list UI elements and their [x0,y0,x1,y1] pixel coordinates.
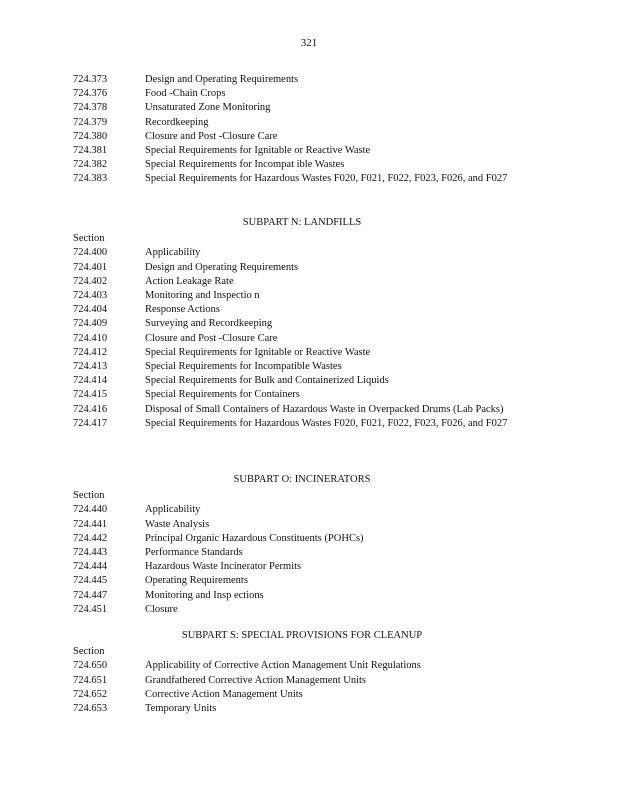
section-title: Closure and Post -Closure Care [145,130,278,142]
section-group [73,629,535,716]
section-group [73,73,535,187]
section-title: Surveying and Recordkeeping [145,318,273,330]
section-entry [73,275,535,289]
section-number: 724.373 [73,74,108,85]
section-number: 724.440 [73,504,108,516]
section-title: Hazardous Waste Incinerator Permits [145,561,302,573]
section-number: 724.652 [73,688,108,700]
section-number: 724.414 [73,375,108,387]
subpart-heading: SUBPART S: SPECIAL PROVISIONS FOR CLEANUP [181,630,423,641]
page-number: 321 [300,37,318,49]
section-entry [73,659,535,673]
section-title: Special Requirements for Incompat ible Wastes [145,159,345,171]
section-title: Operating Requirements [145,575,248,587]
section-title: Closure [145,603,178,615]
section-title: Applicability [145,247,201,259]
section-entry [73,532,535,546]
section-entry [73,116,535,130]
section-title: Principal Organic Hazardous Constituents (POHCs) [145,532,364,544]
section-number: 724.416 [73,403,108,415]
section-title: Disposal of Small Containers of Hazardous Waste in Overpacked Drums (Lab Packs) [145,403,504,415]
section-number: 724.378 [73,102,108,114]
section-title: Special Requirements for Hazardous Wastes F020, F021, F022, F023, F026, and F027 [145,417,508,429]
section-entry [73,303,535,317]
section-number: 724.402 [73,275,108,287]
section-entry [73,503,535,517]
section-title: Corrective Action Management Units [145,688,303,700]
section-entry [73,158,535,172]
section-number: 724.383 [73,173,108,185]
section-number: 724.445 [73,575,108,587]
section-entry [73,360,535,374]
section-title: Applicability [145,504,201,516]
section-number: 724.413 [73,361,108,373]
section-entry [73,417,535,431]
section-entry [73,674,535,688]
section-number: 724.400 [73,247,108,259]
section-entry [73,346,535,360]
section-entry [73,317,535,331]
section-title: Response Actions [145,304,220,316]
section-number: 724.441 [73,518,108,530]
section-number: 724.410 [73,332,108,344]
section-number: 724.447 [73,589,108,601]
section-label: Section [73,490,105,502]
section-number: 724.409 [73,318,108,330]
section-entry [73,403,535,417]
section-number: 724.417 [73,417,108,429]
section-title: Special Requirements for Incompatible Wastes [145,361,342,373]
section-entry [73,388,535,402]
section-number: 724.442 [73,532,108,544]
section-number: 724.415 [73,389,108,401]
section-entry [73,574,535,588]
section-title: Performance Standards [145,547,243,559]
section-number: 724.444 [73,561,108,573]
section-entry [73,546,535,560]
section-number: 724.382 [73,159,108,171]
section-label: Section [73,233,105,245]
section-title: Action Leakage Rate [145,275,234,287]
section-number: 724.376 [73,88,108,100]
section-title: Applicability of Corrective Action Management Unit Regulations [145,660,421,672]
section-number: 724.653 [73,703,108,715]
section-title: Food -Chain Crops [145,88,226,100]
section-number: 724.403 [73,290,108,302]
section-entry [73,332,535,346]
section-number: 724.651 [73,674,108,686]
section-entry [73,101,535,115]
section-label: Section [73,646,105,658]
section-number: 724.443 [73,547,108,559]
subpart-heading: SUBPART O: INCINERATORS [233,474,371,485]
section-title: Design and Operating Requirements [145,261,299,273]
section-entry [73,603,535,617]
section-number: 724.381 [73,145,108,157]
section-entry [73,246,535,260]
section-entry [73,130,535,144]
section-title: Special Requirements for Ignitable or Reactive Waste [145,145,371,157]
section-entry [73,261,535,275]
section-title: Monitoring and Insp ections [145,589,264,601]
section-entry [73,289,535,303]
section-entry [73,702,535,716]
section-entry [73,374,535,388]
section-title: Monitoring and Inspectio n [145,290,260,302]
section-entry [73,73,535,87]
section-entry [73,560,535,574]
section-entry [73,87,535,101]
section-entry [73,172,535,186]
section-title: Design and Operating Requirements [145,74,299,85]
section-title: Unsaturated Zone Monitoring [145,102,271,114]
section-entry [73,518,535,532]
section-group [73,216,535,431]
section-entry [73,589,535,603]
section-number: 724.404 [73,304,108,316]
section-title: Recordkeeping [145,116,209,128]
section-title: Closure and Post -Closure Care [145,332,278,344]
section-number: 724.650 [73,660,108,672]
section-number: 724.412 [73,346,108,358]
section-title: Special Requirements for Ignitable or Reactive Waste [145,346,371,358]
section-title: Special Requirements for Hazardous Wastes F020, F021, F022, F023, F026, and F027 [145,173,508,185]
section-number: 724.379 [73,116,108,128]
section-number: 724.451 [73,603,108,615]
section-title: Temporary Units [145,703,217,715]
section-title: Waste Analysis [145,518,210,530]
section-entry [73,144,535,158]
section-number: 724.380 [73,130,108,142]
section-title: Special Requirements for Containers [145,389,300,401]
section-title: Special Requirements for Bulk and Containerized Liquids [145,375,389,387]
section-title: Grandfathered Corrective Action Management Units [145,674,367,686]
section-number: 724.401 [73,261,108,273]
subpart-heading: SUBPART N: LANDFILLS [242,217,362,228]
section-entry [73,688,535,702]
section-group [73,473,535,617]
